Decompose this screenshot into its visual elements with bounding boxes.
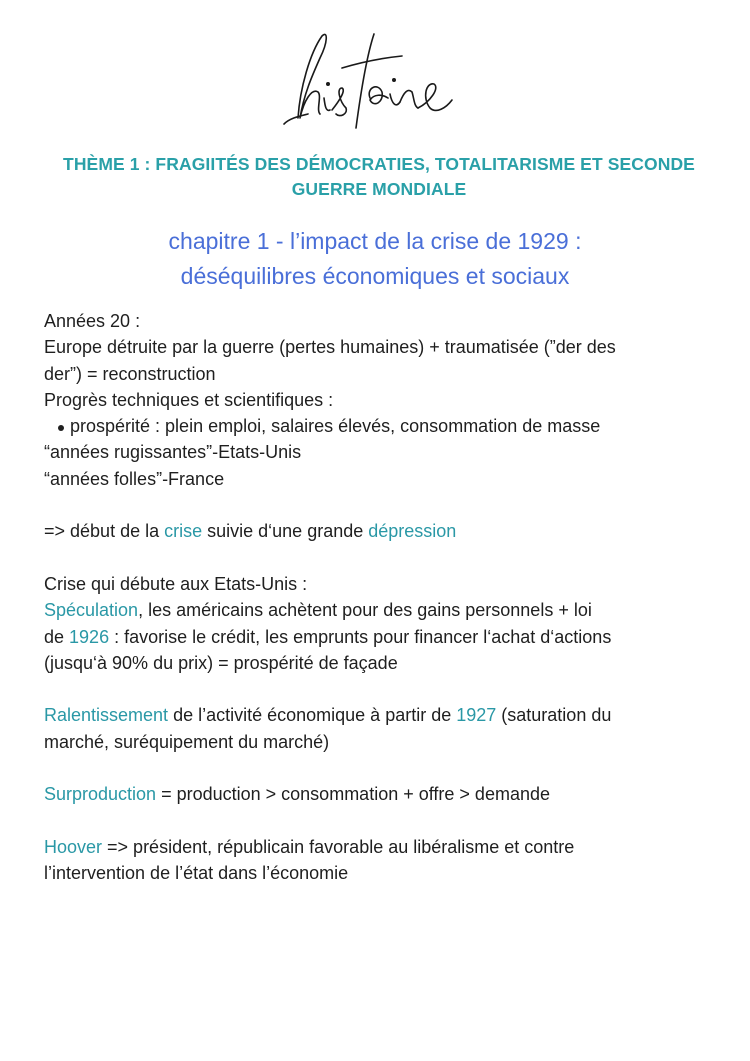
theme-title-line-2: GUERRE MONDIALE: [291, 179, 467, 199]
notes-body: [44, 308, 724, 887]
keyword-hoover: Hoover: [44, 836, 103, 857]
keyword-1927: 1927: [456, 705, 497, 726]
text-segment: , les américains achètent pour des gains personnels + loi: [138, 600, 592, 621]
text-segment: = production > consommation + offre > demande: [156, 784, 550, 805]
text-line: marché, suréquipement du marché): [44, 731, 330, 752]
keyword-ralentissement: Ralentissement: [44, 705, 169, 726]
spacer: [44, 545, 724, 571]
text-line: Progrès techniques et scientifiques :: [44, 389, 334, 410]
text-segment: de l’activité économique à partir de: [168, 705, 457, 726]
text-segment: de: [44, 626, 70, 647]
spacer: [44, 676, 724, 702]
text-line: “années rugissantes”-Etats-Unis: [44, 442, 302, 463]
keyword-speculation: Spéculation: [44, 600, 139, 621]
keyword-1926: 1926: [69, 626, 110, 647]
text-segment: => président, républicain favorable au libéralisme et contre: [102, 836, 575, 857]
text-line: Années 20 :: [44, 311, 141, 331]
histoire-logo: [270, 28, 480, 140]
bullet-item: [44, 413, 724, 439]
spacer: [44, 492, 724, 518]
text-line: [44, 781, 724, 807]
text-line: [44, 518, 724, 544]
chapter-title-line-1: chapitre 1 - l’impact de la crise de 1929 :: [168, 228, 582, 254]
chapter-title-line-2: déséquilibres économiques et sociaux: [180, 263, 570, 289]
histoire-script-logo: [270, 28, 480, 140]
text-segment: => début de la: [44, 521, 165, 542]
bullet-text: prospérité : plein emploi, salaires élevés, consommation de masse: [70, 416, 601, 437]
chapter-title: [60, 224, 690, 294]
text-line: [44, 597, 724, 623]
theme-title: [8, 152, 750, 202]
keyword-crise: crise: [164, 521, 203, 542]
text-line: (jusqu‘à 90% du prix) = prospérité de façade: [44, 652, 398, 673]
spacer: [44, 808, 724, 834]
text-line: [44, 834, 724, 860]
text-segment: suivie d‘une grande: [202, 521, 369, 542]
text-segment: : favorise le crédit, les emprunts pour financer l‘achat d‘actions: [109, 626, 612, 647]
text-segment: (saturation du: [496, 705, 612, 726]
text-line: Crise qui débute aux Etats-Unis :: [44, 573, 308, 594]
theme-title-line-1: THÈME 1 : FRAGIITÉS DES DÉMOCRATIES, TOTALITARISME ET SECONDE: [63, 154, 695, 174]
text-line: l’intervention de l’état dans l’économie: [44, 863, 349, 884]
text-line: “années folles”-France: [44, 468, 225, 489]
text-line: [44, 702, 724, 728]
keyword-surproduction: Surproduction: [44, 784, 157, 805]
text-line: [44, 624, 724, 650]
keyword-depression: dépression: [368, 521, 457, 542]
spacer: [44, 755, 724, 781]
text-line: Europe détruite par la guerre (pertes humaines) + traumatisée (”der des: [44, 337, 616, 358]
text-line: der”) = reconstruction: [44, 363, 216, 384]
